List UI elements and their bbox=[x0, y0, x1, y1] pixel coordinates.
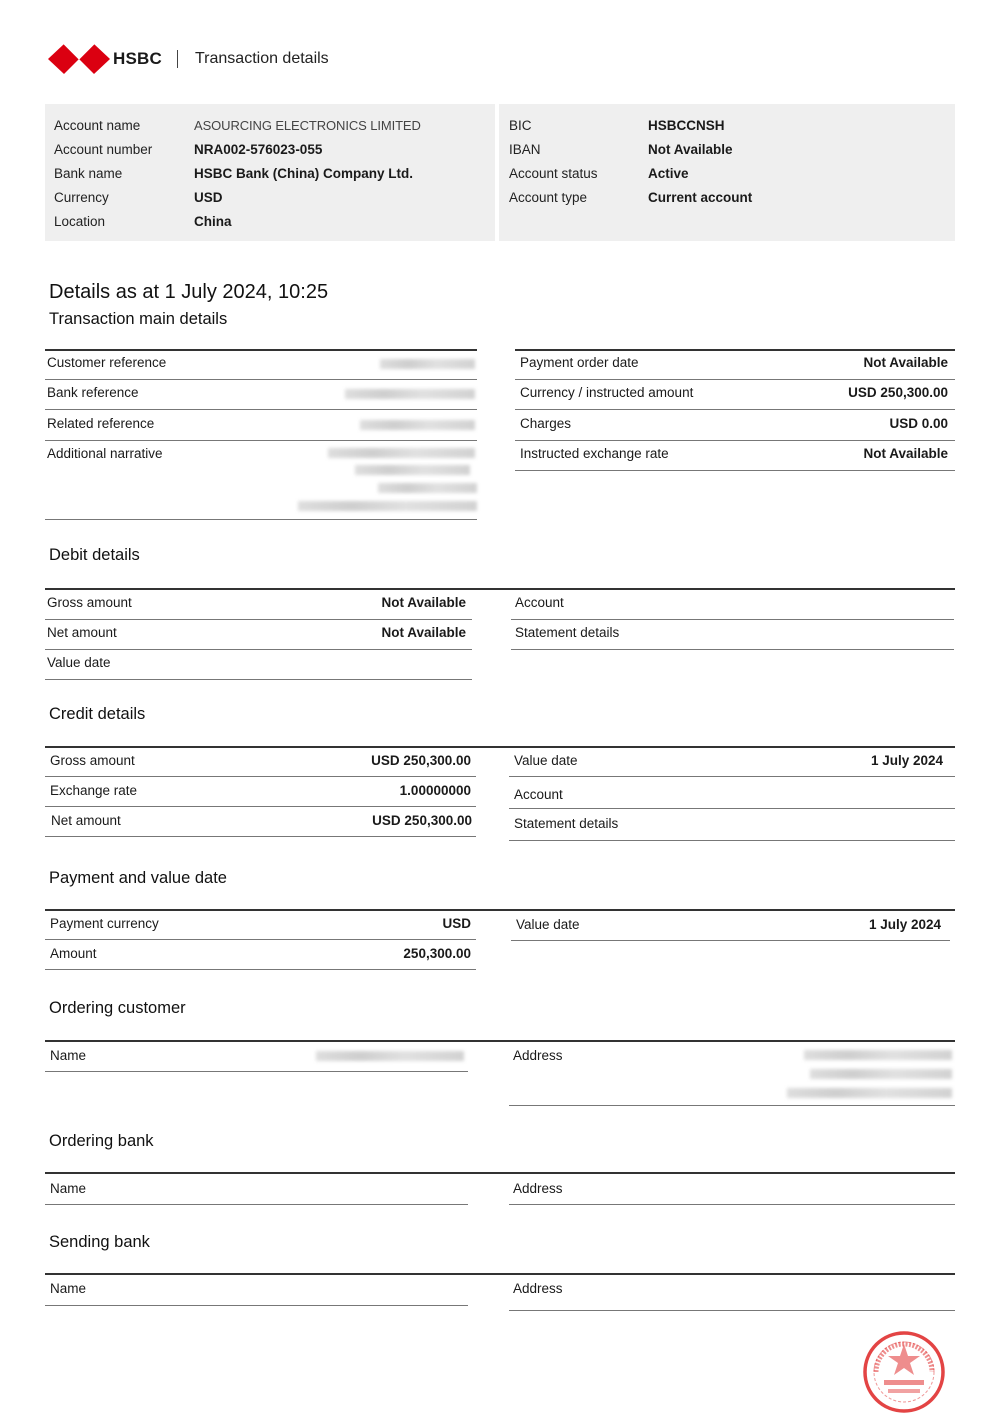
debit-net-amount-label: Net amount bbox=[47, 625, 117, 640]
hsbc-hexagon-logo-icon bbox=[48, 44, 110, 74]
ordering-bank-title: Ordering bank bbox=[49, 1132, 154, 1150]
row-divider bbox=[45, 836, 476, 837]
charges-label: Charges bbox=[520, 416, 572, 431]
redacted-value bbox=[328, 448, 475, 458]
charges-value: USD 0.00 bbox=[889, 416, 948, 431]
row-divider bbox=[45, 1305, 468, 1306]
bic-label: BIC bbox=[509, 118, 532, 133]
credit-gross-amount-value: USD 250,300.00 bbox=[371, 753, 471, 768]
currency-label: Currency bbox=[54, 190, 109, 205]
instructed-amount-label: Currency / instructed amount bbox=[520, 385, 694, 400]
row-divider bbox=[45, 1071, 468, 1072]
official-seal-icon bbox=[862, 1330, 946, 1414]
row-divider bbox=[45, 776, 476, 777]
redacted-value bbox=[355, 465, 470, 475]
row-divider bbox=[509, 1105, 955, 1106]
account-name-value: ASOURCING ELECTRONICS LIMITED bbox=[194, 118, 421, 133]
ordering-bank-name-label: Name bbox=[50, 1181, 87, 1196]
row-divider bbox=[515, 409, 955, 410]
account-type-label: Account type bbox=[509, 190, 588, 205]
credit-gross-amount-label: Gross amount bbox=[50, 753, 135, 768]
account-info-right bbox=[499, 104, 955, 241]
customer-reference-label: Customer reference bbox=[47, 355, 167, 370]
ordering-customer-name-label: Name bbox=[50, 1048, 87, 1063]
bank-name-value: HSBC Bank (China) Company Ltd. bbox=[194, 166, 414, 181]
document-title: Transaction details bbox=[194, 50, 329, 67]
account-status-value: Active bbox=[648, 166, 689, 181]
account-name-label: Account name bbox=[54, 118, 141, 133]
row-divider bbox=[515, 440, 955, 441]
sending-bank-address-label: Address bbox=[513, 1281, 563, 1296]
sending-bank-name-label: Name bbox=[50, 1281, 87, 1296]
currency-value: USD bbox=[194, 190, 223, 205]
header-divider bbox=[177, 50, 178, 68]
ordering-customer-top-rule bbox=[45, 1040, 955, 1042]
ordering-bank-top-rule bbox=[45, 1172, 955, 1174]
account-type-value: Current account bbox=[648, 190, 753, 205]
row-divider bbox=[45, 409, 477, 410]
row-divider bbox=[45, 619, 472, 620]
iban-label: IBAN bbox=[509, 142, 541, 157]
redacted-value bbox=[298, 501, 477, 511]
row-divider bbox=[511, 649, 954, 650]
redacted-value bbox=[810, 1069, 952, 1079]
account-number-label: Account number bbox=[54, 142, 153, 157]
row-divider bbox=[45, 806, 476, 807]
debit-gross-amount-value: Not Available bbox=[381, 595, 466, 610]
redacted-value bbox=[345, 389, 475, 399]
ordering-customer-address-label: Address bbox=[513, 1048, 563, 1063]
sending-bank-title: Sending bank bbox=[49, 1233, 150, 1251]
payment-top-rule bbox=[45, 909, 955, 911]
redacted-value bbox=[360, 420, 475, 430]
account-info-left bbox=[45, 104, 495, 241]
row-divider bbox=[45, 679, 472, 680]
payment-amount-value: 250,300.00 bbox=[403, 946, 471, 961]
row-divider bbox=[509, 776, 955, 777]
credit-statement-details-label: Statement details bbox=[514, 816, 619, 831]
account-number-value: NRA002-576023-055 bbox=[194, 142, 323, 157]
debit-details-title: Debit details bbox=[49, 546, 140, 564]
redacted-value bbox=[378, 483, 477, 493]
debit-value-date-label: Value date bbox=[47, 655, 111, 670]
bank-reference-label: Bank reference bbox=[47, 385, 139, 400]
payment-order-date-label: Payment order date bbox=[520, 355, 639, 370]
debit-top-rule bbox=[45, 588, 955, 590]
payment-value-date-title: Payment and value date bbox=[49, 869, 227, 887]
instructed-amount-value: USD 250,300.00 bbox=[848, 385, 948, 400]
instructed-exchange-rate-value: Not Available bbox=[863, 446, 948, 461]
bank-name-label: Bank name bbox=[54, 166, 123, 181]
row-divider bbox=[45, 379, 477, 380]
instructed-exchange-rate-label: Instructed exchange rate bbox=[520, 446, 669, 461]
redacted-value bbox=[787, 1088, 952, 1098]
credit-details-title: Credit details bbox=[49, 705, 146, 723]
row-divider bbox=[515, 379, 955, 380]
row-divider bbox=[509, 840, 955, 841]
row-divider bbox=[45, 969, 476, 970]
redacted-value bbox=[380, 359, 475, 369]
credit-net-amount-label: Net amount bbox=[51, 813, 121, 828]
transaction-main-title: Transaction main details bbox=[49, 310, 228, 328]
row-divider bbox=[45, 440, 477, 441]
related-reference-label: Related reference bbox=[47, 416, 155, 431]
payment-order-date-value: Not Available bbox=[863, 355, 948, 370]
payment-value-date-label: Value date bbox=[516, 917, 580, 932]
credit-account-label: Account bbox=[514, 787, 563, 802]
debit-account-label: Account bbox=[515, 595, 564, 610]
location-value: China bbox=[194, 214, 232, 229]
credit-exchange-rate-value: 1.00000000 bbox=[399, 783, 471, 798]
location-label: Location bbox=[54, 214, 106, 229]
row-divider bbox=[45, 649, 472, 650]
payment-value-date-value: 1 July 2024 bbox=[868, 917, 941, 932]
row-divider bbox=[45, 1204, 468, 1205]
row-divider bbox=[45, 519, 477, 520]
redacted-value bbox=[804, 1050, 952, 1060]
row-divider bbox=[511, 940, 950, 941]
row-divider bbox=[45, 939, 476, 940]
payment-amount-label: Amount bbox=[50, 946, 97, 961]
credit-value-date-value: 1 July 2024 bbox=[870, 753, 943, 768]
ordering-bank-address-label: Address bbox=[513, 1181, 563, 1196]
row-divider bbox=[511, 619, 954, 620]
redacted-value bbox=[316, 1051, 464, 1061]
tm-left-top-rule bbox=[45, 349, 477, 351]
additional-narrative-label: Additional narrative bbox=[47, 446, 163, 461]
iban-value: Not Available bbox=[648, 142, 733, 157]
payment-currency-label: Payment currency bbox=[50, 916, 159, 931]
sending-bank-top-rule bbox=[45, 1273, 955, 1275]
ordering-customer-title: Ordering customer bbox=[49, 999, 186, 1017]
row-divider bbox=[509, 1204, 955, 1205]
row-divider bbox=[509, 1310, 955, 1311]
credit-top-rule bbox=[45, 746, 955, 748]
credit-exchange-rate-label: Exchange rate bbox=[50, 783, 138, 798]
payment-currency-value: USD bbox=[442, 916, 471, 931]
brand-name: HSBC bbox=[113, 49, 162, 68]
row-divider bbox=[509, 808, 955, 809]
page-header bbox=[48, 44, 329, 74]
debit-net-amount-value: Not Available bbox=[381, 625, 466, 640]
credit-net-amount-value: USD 250,300.00 bbox=[372, 813, 472, 828]
details-heading: Details as at 1 July 2024, 10:25 bbox=[49, 281, 329, 303]
account-status-label: Account status bbox=[509, 166, 598, 181]
bic-value: HSBCCNSH bbox=[648, 118, 725, 133]
credit-value-date-label: Value date bbox=[514, 753, 578, 768]
tm-right-top-rule bbox=[515, 349, 955, 351]
row-divider bbox=[515, 470, 955, 471]
debit-gross-amount-label: Gross amount bbox=[47, 595, 132, 610]
debit-statement-details-label: Statement details bbox=[515, 625, 620, 640]
